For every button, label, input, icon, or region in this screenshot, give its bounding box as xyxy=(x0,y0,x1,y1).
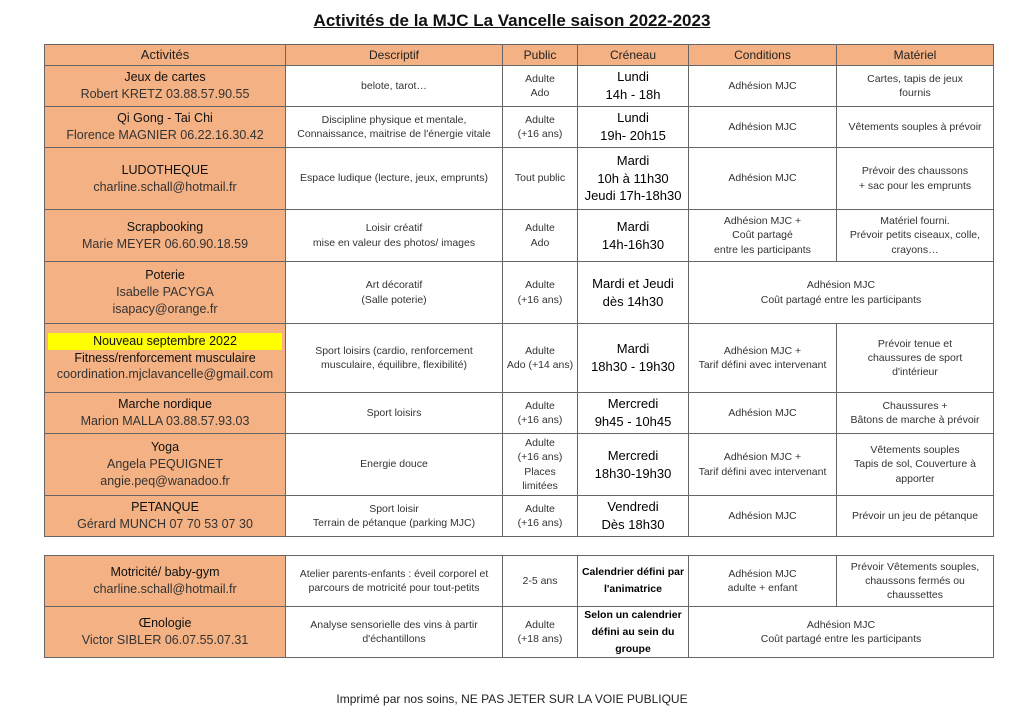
activity-contact: Victor SIBLER 06.07.55.07.31 xyxy=(81,633,249,648)
public-cell xyxy=(503,434,578,496)
table-row xyxy=(45,148,994,210)
table-row xyxy=(45,556,994,607)
description-cell-line: belote, tarot… xyxy=(361,79,427,92)
conditions-cell xyxy=(689,393,837,434)
schedule-cell-line: Lundi xyxy=(617,69,649,85)
materiel-cell xyxy=(837,324,994,393)
schedule-cell-line: Mardi xyxy=(616,341,650,357)
conditions-materiel-cell-line: Adhésion MJC xyxy=(806,619,876,632)
activity-name: Fitness/renforcement musculaire xyxy=(74,350,256,365)
activity-name: Motricité/ baby-gym xyxy=(110,565,220,580)
description-cell-line: Terrain de pétanque (parking MJC) xyxy=(312,517,476,529)
description-cell-line: Energie douce xyxy=(360,458,428,471)
conditions-materiel-cell-line: Coût partagé entre les participants xyxy=(760,293,922,306)
schedule-cell-line: 14h-16h30 xyxy=(601,236,665,252)
activity-contact: Angela PEQUIGNET xyxy=(106,457,223,472)
public-cell xyxy=(503,107,578,148)
description-cell-line: Connaissance, maitrise de l'énergie vitale xyxy=(297,128,491,140)
activity-name: Œnologie xyxy=(138,616,192,631)
conditions-cell-line: Adhésion MJC + xyxy=(723,344,802,357)
activity-cell xyxy=(45,262,286,324)
public-cell-line: Adulte xyxy=(525,222,555,235)
schedule-cell xyxy=(578,434,689,496)
description-cell-line: d'échantillons xyxy=(362,633,426,646)
activity-cell xyxy=(45,496,286,537)
conditions-cell-line: Coût partagé xyxy=(732,229,793,242)
materiel-cell xyxy=(837,107,994,148)
conditions-materiel-cell xyxy=(689,262,994,324)
description-cell xyxy=(286,148,503,210)
materiel-cell-line: Prévoir un jeu de pétanque xyxy=(851,509,979,522)
materiel-cell xyxy=(837,148,994,210)
public-cell-line: (+16 ans) xyxy=(517,414,563,426)
new-badge: Nouveau septembre 2022 xyxy=(48,333,282,350)
conditions-cell-line: Adhésion MJC xyxy=(728,120,797,133)
materiel-cell xyxy=(837,496,994,537)
public-cell-line: Places limitées xyxy=(522,465,558,492)
activity-cell xyxy=(45,607,286,658)
header-conditions: Conditions xyxy=(689,45,837,66)
materiel-cell xyxy=(837,434,994,496)
description-cell xyxy=(286,393,503,434)
table-row xyxy=(45,262,994,324)
schedule-cell xyxy=(578,607,689,658)
activity-name: Scrapbooking xyxy=(126,219,204,234)
description-cell-line: (Salle poterie) xyxy=(361,293,427,306)
public-cell-line: Adulte xyxy=(525,502,555,515)
activity-cell xyxy=(45,66,286,107)
conditions-materiel-cell-line: Coût partagé entre les participants xyxy=(760,633,922,646)
conditions-cell-line: Adhésion MJC + xyxy=(723,215,802,228)
table-row xyxy=(45,66,994,107)
table-row xyxy=(45,107,994,148)
description-cell xyxy=(286,607,503,658)
description-cell xyxy=(286,210,503,262)
description-cell-line: Sport loisirs xyxy=(366,406,422,419)
page-title: Activités de la MJC La Vancelle saison 2022-2023 xyxy=(313,11,711,30)
header-descriptif: Descriptif xyxy=(286,45,503,66)
activity-contact-2: isapacy@orange.fr xyxy=(112,301,218,316)
public-cell xyxy=(503,66,578,107)
schedule-cell xyxy=(578,393,689,434)
activity-cell xyxy=(45,324,286,393)
activity-cell xyxy=(45,148,286,210)
description-cell xyxy=(286,262,503,324)
description-cell xyxy=(286,556,503,607)
description-cell-line: Espace ludique (lecture, jeux, emprunts) xyxy=(300,172,488,185)
materiel-cell-line: fournis xyxy=(899,87,931,99)
public-cell-line: Adulte xyxy=(525,399,555,412)
materiel-cell-line: Chaussures + xyxy=(882,399,948,412)
activity-name: Jeux de cartes xyxy=(124,70,206,85)
description-cell-line: Loisir créatif xyxy=(365,222,423,235)
conditions-cell xyxy=(689,434,837,496)
description-cell-line: mise en valeur des photos/ images xyxy=(312,236,476,249)
schedule-cell xyxy=(578,496,689,537)
activity-cell xyxy=(45,556,286,607)
table-row xyxy=(45,607,994,658)
schedule-cell xyxy=(578,556,689,607)
activity-name: Yoga xyxy=(150,440,180,455)
public-cell-line: Tout public xyxy=(514,172,566,185)
conditions-cell xyxy=(689,66,837,107)
table-row xyxy=(45,210,994,262)
header-creneau: Créneau xyxy=(578,45,689,66)
public-cell-line: Adulte xyxy=(525,619,555,632)
schedule-cell-line: 18h30-19h30 xyxy=(594,465,672,481)
activity-contact: Isabelle PACYGA xyxy=(116,285,214,300)
public-cell xyxy=(503,393,578,434)
schedule-cell-line: 14h - 18h xyxy=(605,87,661,102)
conditions-cell xyxy=(689,324,837,393)
schedule-cell-line: Mardi xyxy=(616,153,650,169)
activity-name: LUDOTHEQUE xyxy=(121,162,209,177)
materiel-cell-line: chaussons fermés ou xyxy=(865,574,965,587)
schedule-cell-line: l'animatrice xyxy=(604,583,662,595)
header-activites: Activités xyxy=(45,45,286,66)
materiel-cell xyxy=(837,556,994,607)
public-cell-line: (+16 ans) xyxy=(517,293,563,306)
description-cell-line: Atelier parents-enfants : éveil corporel et xyxy=(299,567,489,580)
materiel-cell-line: crayons… xyxy=(891,243,939,256)
schedule-cell xyxy=(578,324,689,393)
public-cell xyxy=(503,210,578,262)
conditions-cell xyxy=(689,107,837,148)
materiel-cell xyxy=(837,393,994,434)
schedule-cell-line: dès 14h30 xyxy=(602,293,664,309)
description-cell-line: musculaire, équilibre, flexibilité) xyxy=(321,359,467,371)
schedule-cell xyxy=(578,262,689,324)
public-cell-line: Adulte xyxy=(525,72,555,85)
materiel-cell xyxy=(837,66,994,107)
schedule-cell-line: 19h- 20h15 xyxy=(600,128,666,143)
activity-name: Qi Gong - Tai Chi xyxy=(117,111,213,126)
activity-cell xyxy=(45,210,286,262)
materiel-cell-line: Vêtements souples à prévoir xyxy=(848,120,982,133)
description-cell-line: Analyse sensorielle des vins à partir xyxy=(310,619,478,632)
schedule-cell-line: 9h45 - 10h45 xyxy=(594,414,672,429)
conditions-cell-line: Adhésion MJC xyxy=(728,509,797,522)
description-cell-line: Art décoratif xyxy=(365,279,423,292)
public-cell xyxy=(503,148,578,210)
materiel-cell-line: Prévoir des chaussons xyxy=(861,165,969,178)
activity-contact: Florence MAGNIER 06.22.16.30.42 xyxy=(66,128,264,142)
header-public: Public xyxy=(503,45,578,66)
schedule-cell xyxy=(578,66,689,107)
schedule-cell-line: défini au sein du xyxy=(591,625,675,638)
materiel-cell-line: Prévoir petits ciseaux, colle, xyxy=(849,229,981,242)
materiel-cell xyxy=(837,210,994,262)
schedule-cell xyxy=(578,210,689,262)
activity-contact: charline.schall@hotmail.fr xyxy=(93,179,237,194)
public-cell xyxy=(503,324,578,393)
public-cell-line: 2-5 ans xyxy=(522,574,558,587)
activity-contact: charline.schall@hotmail.fr xyxy=(93,582,237,596)
activity-contact: Marie MEYER 06.60.90.18.59 xyxy=(81,236,249,251)
description-cell xyxy=(286,66,503,107)
conditions-cell-line: Tarif défini avec intervenant xyxy=(698,465,827,478)
footer-notice: Imprimé par nos soins, NE PAS JETER SUR LA VOIE PUBLIQUE xyxy=(336,692,688,706)
schedule-cell-line: 18h30 - 19h30 xyxy=(591,359,675,374)
activity-name: Poterie xyxy=(145,268,185,283)
public-cell-line: Ado xyxy=(530,236,550,249)
description-cell-line: Sport loisir xyxy=(369,502,419,515)
materiel-cell-line: d'intérieur xyxy=(892,366,938,379)
schedule-cell-line: Lundi xyxy=(617,110,649,126)
schedule-cell-line: 10h à 11h30 xyxy=(597,170,669,186)
materiel-cell-line: chaussures de sport xyxy=(867,351,963,364)
description-cell xyxy=(286,434,503,496)
activity-contact: Gérard MUNCH 07 70 53 07 30 xyxy=(77,517,253,531)
public-cell-line: Adulte xyxy=(525,437,555,450)
description-cell-line: parcours de motricité pour tout-petits xyxy=(308,582,480,594)
materiel-cell-line: Prévoir Vêtements souples, xyxy=(850,560,980,573)
activity-contact: Robert KRETZ 03.88.57.90.55 xyxy=(80,87,250,101)
conditions-materiel-cell xyxy=(689,607,994,658)
table-row xyxy=(45,496,994,537)
public-cell xyxy=(503,496,578,537)
public-cell-line: (+16 ans) xyxy=(517,517,563,529)
materiel-cell-line: Vêtements souples xyxy=(870,444,960,457)
schedule-cell-line: Mercredi xyxy=(607,396,659,412)
conditions-cell xyxy=(689,556,837,607)
public-cell-line: Adulte xyxy=(525,113,555,126)
materiel-cell-line: chaussettes xyxy=(886,589,944,602)
description-cell-line: Discipline physique et mentale, xyxy=(321,113,467,126)
materiel-cell-line: Bâtons de marche à prévoir xyxy=(850,414,980,426)
schedule-cell-line: Calendrier défini par xyxy=(581,566,685,579)
public-cell-line: Adulte xyxy=(525,279,555,292)
schedule-cell-line: Mardi xyxy=(616,218,650,234)
public-cell-line: Ado (+14 ans) xyxy=(506,359,574,371)
public-cell xyxy=(503,262,578,324)
activity-cell xyxy=(45,393,286,434)
public-cell xyxy=(503,556,578,607)
activity-name: Marche nordique xyxy=(118,397,212,412)
materiel-cell-line: + sac pour les emprunts xyxy=(858,179,972,192)
schedule-cell-line: groupe xyxy=(615,642,651,655)
conditions-cell-line: entre les participants xyxy=(714,243,811,256)
activity-cell xyxy=(45,434,286,496)
description-cell-line: Sport loisirs (cardio, renforcement xyxy=(315,344,473,357)
public-cell-line: Ado xyxy=(530,87,550,99)
schedule-cell-line: Mardi et Jeudi xyxy=(592,275,674,291)
conditions-cell xyxy=(689,496,837,537)
materiel-cell-line: Tapis de sol, Couverture à xyxy=(854,458,976,471)
activity-cell xyxy=(45,107,286,148)
schedule-cell xyxy=(578,148,689,210)
materiel-cell-line: apporter xyxy=(895,472,935,485)
activity-contact-2: angie.peq@wanadoo.fr xyxy=(100,473,230,488)
description-cell xyxy=(286,324,503,393)
conditions-cell-line: Tarif défini avec intervenant xyxy=(698,359,827,371)
conditions-cell-line: adulte + enfant xyxy=(727,582,798,594)
conditions-cell-line: Adhésion MJC xyxy=(728,567,797,580)
header-materiel: Matériel xyxy=(837,45,994,66)
extra-activities-table xyxy=(44,555,994,658)
public-cell-line: (+16 ans) xyxy=(517,451,563,464)
conditions-cell-line: Adhésion MJC xyxy=(728,172,797,185)
conditions-cell-line: Adhésion MJC xyxy=(728,406,797,419)
conditions-materiel-cell-line: Adhésion MJC xyxy=(806,279,876,292)
schedule-cell-line: Vendredi xyxy=(607,499,659,515)
activity-contact: Marion MALLA 03.88.57.93.03 xyxy=(80,414,250,428)
conditions-cell-line: Adhésion MJC xyxy=(728,79,797,92)
activities-table xyxy=(44,44,994,537)
table-row xyxy=(45,393,994,434)
description-cell xyxy=(286,107,503,148)
public-cell-line: (+18 ans) xyxy=(517,633,563,646)
schedule-cell xyxy=(578,107,689,148)
header-row xyxy=(45,45,994,66)
description-cell xyxy=(286,496,503,537)
public-cell-line: Adulte xyxy=(525,344,555,357)
schedule-cell-line: Mercredi xyxy=(607,447,659,463)
activity-name: PETANQUE xyxy=(131,500,199,515)
conditions-cell-line: Adhésion MJC + xyxy=(723,451,802,464)
schedule-cell-line: Selon un calendrier xyxy=(584,609,682,621)
public-cell-line: (+16 ans) xyxy=(517,128,563,140)
conditions-cell xyxy=(689,210,837,262)
public-cell xyxy=(503,607,578,658)
table-row xyxy=(45,324,994,393)
materiel-cell-line: Matériel fourni. xyxy=(880,215,950,228)
conditions-cell xyxy=(689,148,837,210)
schedule-cell-line: Dès 18h30 xyxy=(601,517,665,532)
materiel-cell-line: Prévoir tenue et xyxy=(877,337,953,350)
schedule-cell-line: Jeudi 17h-18h30 xyxy=(584,188,682,204)
materiel-cell-line: Cartes, tapis de jeux xyxy=(867,72,963,85)
table-row xyxy=(45,434,994,496)
activity-contact: coordination.mjclavancelle@gmail.com xyxy=(56,367,274,382)
